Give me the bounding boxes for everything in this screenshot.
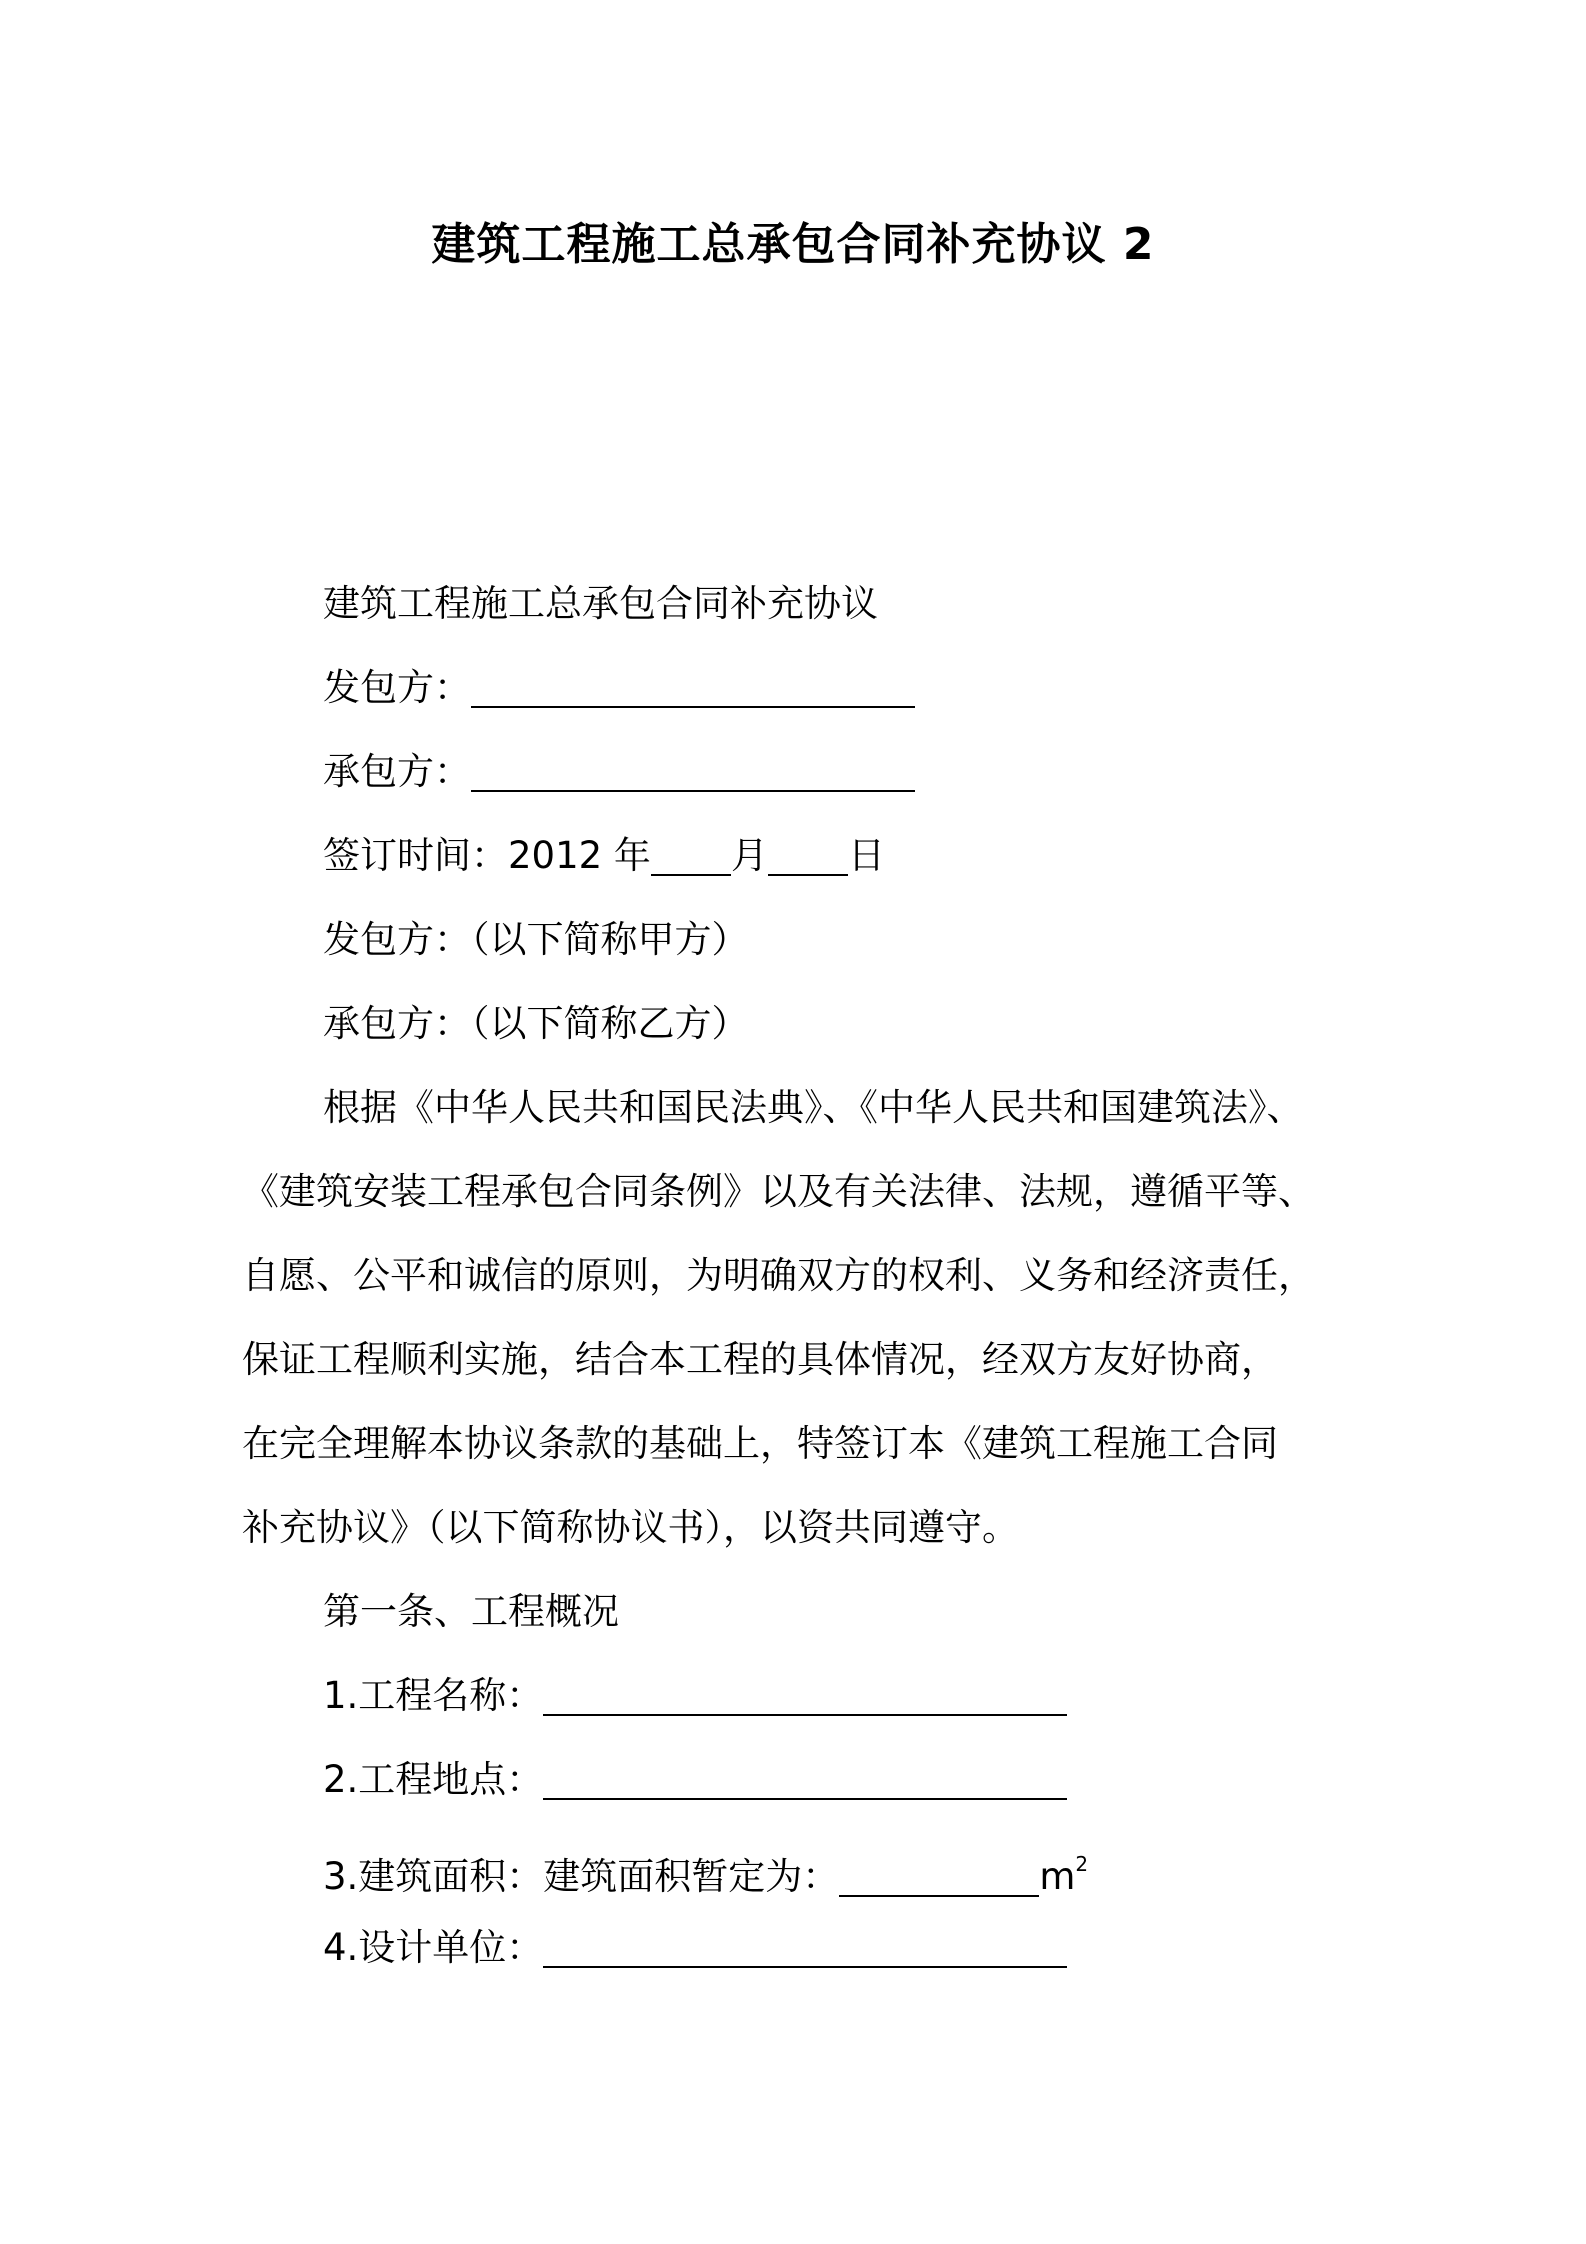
employer-label: 发包方： [323, 666, 471, 709]
project-location-label: 2.工程地点： [323, 1758, 544, 1801]
preamble-line-4: 保证工程顺利实施，结合本工程的具体情况，经双方友好协商， [242, 1338, 1278, 1381]
preamble-line-2: 《建筑安装工程承包合同条例》以及有关法律、法规，遵循平等、 [242, 1170, 1315, 1213]
sign-date-field [323, 828, 885, 884]
preamble-line-6: 补充协议》（以下简称协议书），以资共同遵守。 [242, 1506, 1019, 1549]
contractor-blank [471, 750, 915, 792]
area-label: 3.建筑面积：建筑面积暂定为： [323, 1855, 840, 1898]
day-label: 日 [847, 834, 885, 877]
project-location-blank [543, 1758, 1067, 1800]
month-label: 月 [730, 834, 768, 877]
project-name-blank [543, 1674, 1067, 1716]
month-blank [651, 834, 731, 876]
article-1-heading: 第一条、工程概况 [323, 1590, 619, 1633]
document-title: 建筑工程施工总承包合同补充协议 2 [431, 219, 1155, 270]
preamble-line-1: 根据《中华人民共和国民法典》、《中华人民共和国建筑法》、 [323, 1086, 1304, 1129]
project-name-label: 1.工程名称： [323, 1674, 544, 1717]
preamble-line-5: 在完全理解本协议条款的基础上，特签订本《建筑工程施工合同 [242, 1422, 1278, 1465]
design-unit-label: 4.设计单位： [323, 1926, 544, 1969]
employer-alias: 发包方：（以下简称甲方） [323, 918, 749, 961]
preamble-line-3: 自愿、公平和诚信的原则，为明确双方的权利、义务和经济责任， [242, 1254, 1315, 1297]
sign-date-label: 签订时间：2012 年 [323, 834, 651, 877]
area-field [323, 1836, 1088, 1905]
design-unit-field [323, 1920, 1067, 1976]
project-location-field [323, 1752, 1067, 1808]
employer-field [323, 660, 915, 716]
contractor-alias: 承包方：（以下简称乙方） [323, 1002, 749, 1045]
contractor-label: 承包方： [323, 750, 471, 793]
project-name-field [323, 1668, 1067, 1724]
day-blank [768, 834, 848, 876]
design-unit-blank [543, 1926, 1067, 1968]
contractor-field [323, 744, 915, 800]
area-unit-superscript: 2 [1075, 1852, 1089, 1876]
area-blank [839, 1855, 1039, 1897]
agreement-subtitle: 建筑工程施工总承包合同补充协议 [323, 582, 878, 625]
employer-blank [471, 666, 915, 708]
area-unit: m [1039, 1855, 1076, 1898]
